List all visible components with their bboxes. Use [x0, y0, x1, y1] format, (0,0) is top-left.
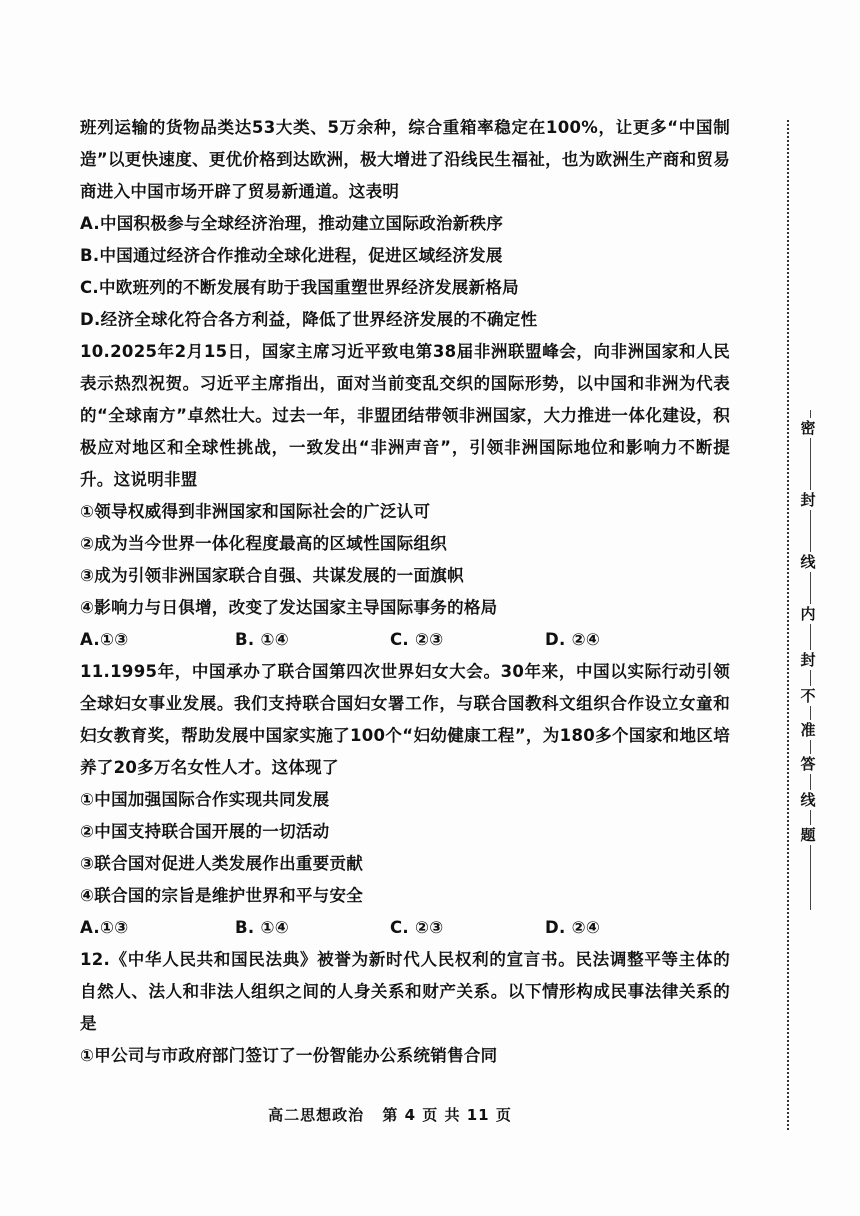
- q10-choice-c: C. ②③: [390, 630, 444, 649]
- seal-char-6: 不: [798, 686, 818, 706]
- footer-page-number: 第 4 页 共 11 页: [382, 1106, 512, 1124]
- page-footer: [0, 1104, 780, 1125]
- q12-stem: 12.《中华人民共和国民法典》被誉为新时代人民权利的宣言书。民法调整平等主体的自然人、法人和非法人组织之间的人身关系和财产关系。以下情形构成民事法律关系的是: [80, 950, 730, 1033]
- sealing-line: [784, 120, 814, 1130]
- q10-item-1: ①领导权威得到非洲国家和国际社会的广泛认可: [80, 502, 431, 521]
- q11-item-2: ②中国支持联合国开展的一切活动: [80, 822, 330, 841]
- seal-char-5: 封: [798, 650, 818, 670]
- seal-char-2: 封: [798, 490, 818, 510]
- footer-subject: 高二思想政治: [268, 1106, 365, 1124]
- q10-choice-b: B. ①④: [235, 630, 290, 649]
- q11-choice-b: B. ①④: [235, 918, 290, 937]
- q11-stem: 11.1995年，中国承办了联合国第四次世界妇女大会。30年来，中国以实际行动引领全球妇女事业发展。我们支持联合国妇女署工作，与联合国教科文组织合作设立女童和妇女教育奖，帮助发展中国家实施了100个“妇幼健康工程”，为180多个国家和地区培养了20多万名女性人才。这体现了: [80, 662, 730, 777]
- q12-item-1: ①甲公司与市政府部门签订了一份智能办公系统销售合同: [80, 1046, 498, 1065]
- seal-char-4: 内: [798, 604, 818, 624]
- q11-choices: [80, 912, 700, 944]
- seal-char-9: 线: [798, 790, 818, 810]
- q11-choice-a: A.①③: [80, 918, 129, 937]
- q10-item-3: ③成为引领非洲国家联合自强、共谋发展的一面旗帜: [80, 566, 464, 585]
- page-content: [80, 112, 730, 1072]
- q11-item-1: ①中国加强国际合作实现共同发展: [80, 790, 330, 809]
- q11-choice-d: D. ②④: [545, 918, 601, 937]
- q9-option-d: D.经济全球化符合各方利益，降低了世界经济发展的不确定性: [80, 310, 538, 329]
- q10-stem: 10.2025年2月15日，国家主席习近平致电第38届非洲联盟峰会，向非洲国家和人民表示热烈祝贺。习近平主席指出，面对当前变乱交织的国际形势，以中国和非洲为代表的“全球南方”卓然壮大。过去一年，非盟团结带领非洲国家，大力推进一体化建设，积极应对地区和全球性挑战，一致发出“非洲声音”，引领非洲国际地位和影响力不断提升。这说明非盟: [80, 342, 730, 489]
- q9-option-a: A.中国积极参与全球经济治理，推动建立国际政治新秩序: [80, 214, 504, 233]
- q11-item-3: ③联合国对促进人类发展作出重要贡献: [80, 854, 364, 873]
- seal-char-1: 密: [798, 418, 818, 438]
- q9-option-c: C.中欧班列的不断发展有助于我国重塑世界经济发展新格局: [80, 278, 519, 297]
- q10-choices: [80, 624, 700, 656]
- q10-choice-a: A.①③: [80, 630, 129, 649]
- seal-char-8: 答: [798, 754, 818, 774]
- q11-item-4: ④联合国的宗旨是维护世界和平与安全: [80, 886, 364, 905]
- q10-item-4: ④影响力与日俱增，改变了发达国家主导国际事务的格局: [80, 598, 498, 617]
- q10-item-2: ②成为当今世界一体化程度最高的区域性国际组织: [80, 534, 448, 553]
- q10-choice-d: D. ②④: [545, 630, 601, 649]
- seal-char-7: 准: [798, 720, 818, 740]
- q9-option-b: B.中国通过经济合作推动全球化进程，促进区域经济发展: [80, 246, 503, 265]
- dotted-cut-line: [787, 120, 789, 1130]
- seal-char-3: 线: [798, 552, 818, 572]
- q9-stem-tail: 班列运输的货物品类达53大类、5万余种，综合重箱率稳定在100%，让更多“中国制造”以更快速度、更优价格到达欧洲，极大增进了沿线民生福祉，也为欧洲生产商和贸易商进入中国市场开辟了贸易新通道。这表明: [80, 118, 730, 201]
- q11-choice-c: C. ②③: [390, 918, 444, 937]
- seal-char-10: 题: [798, 825, 818, 845]
